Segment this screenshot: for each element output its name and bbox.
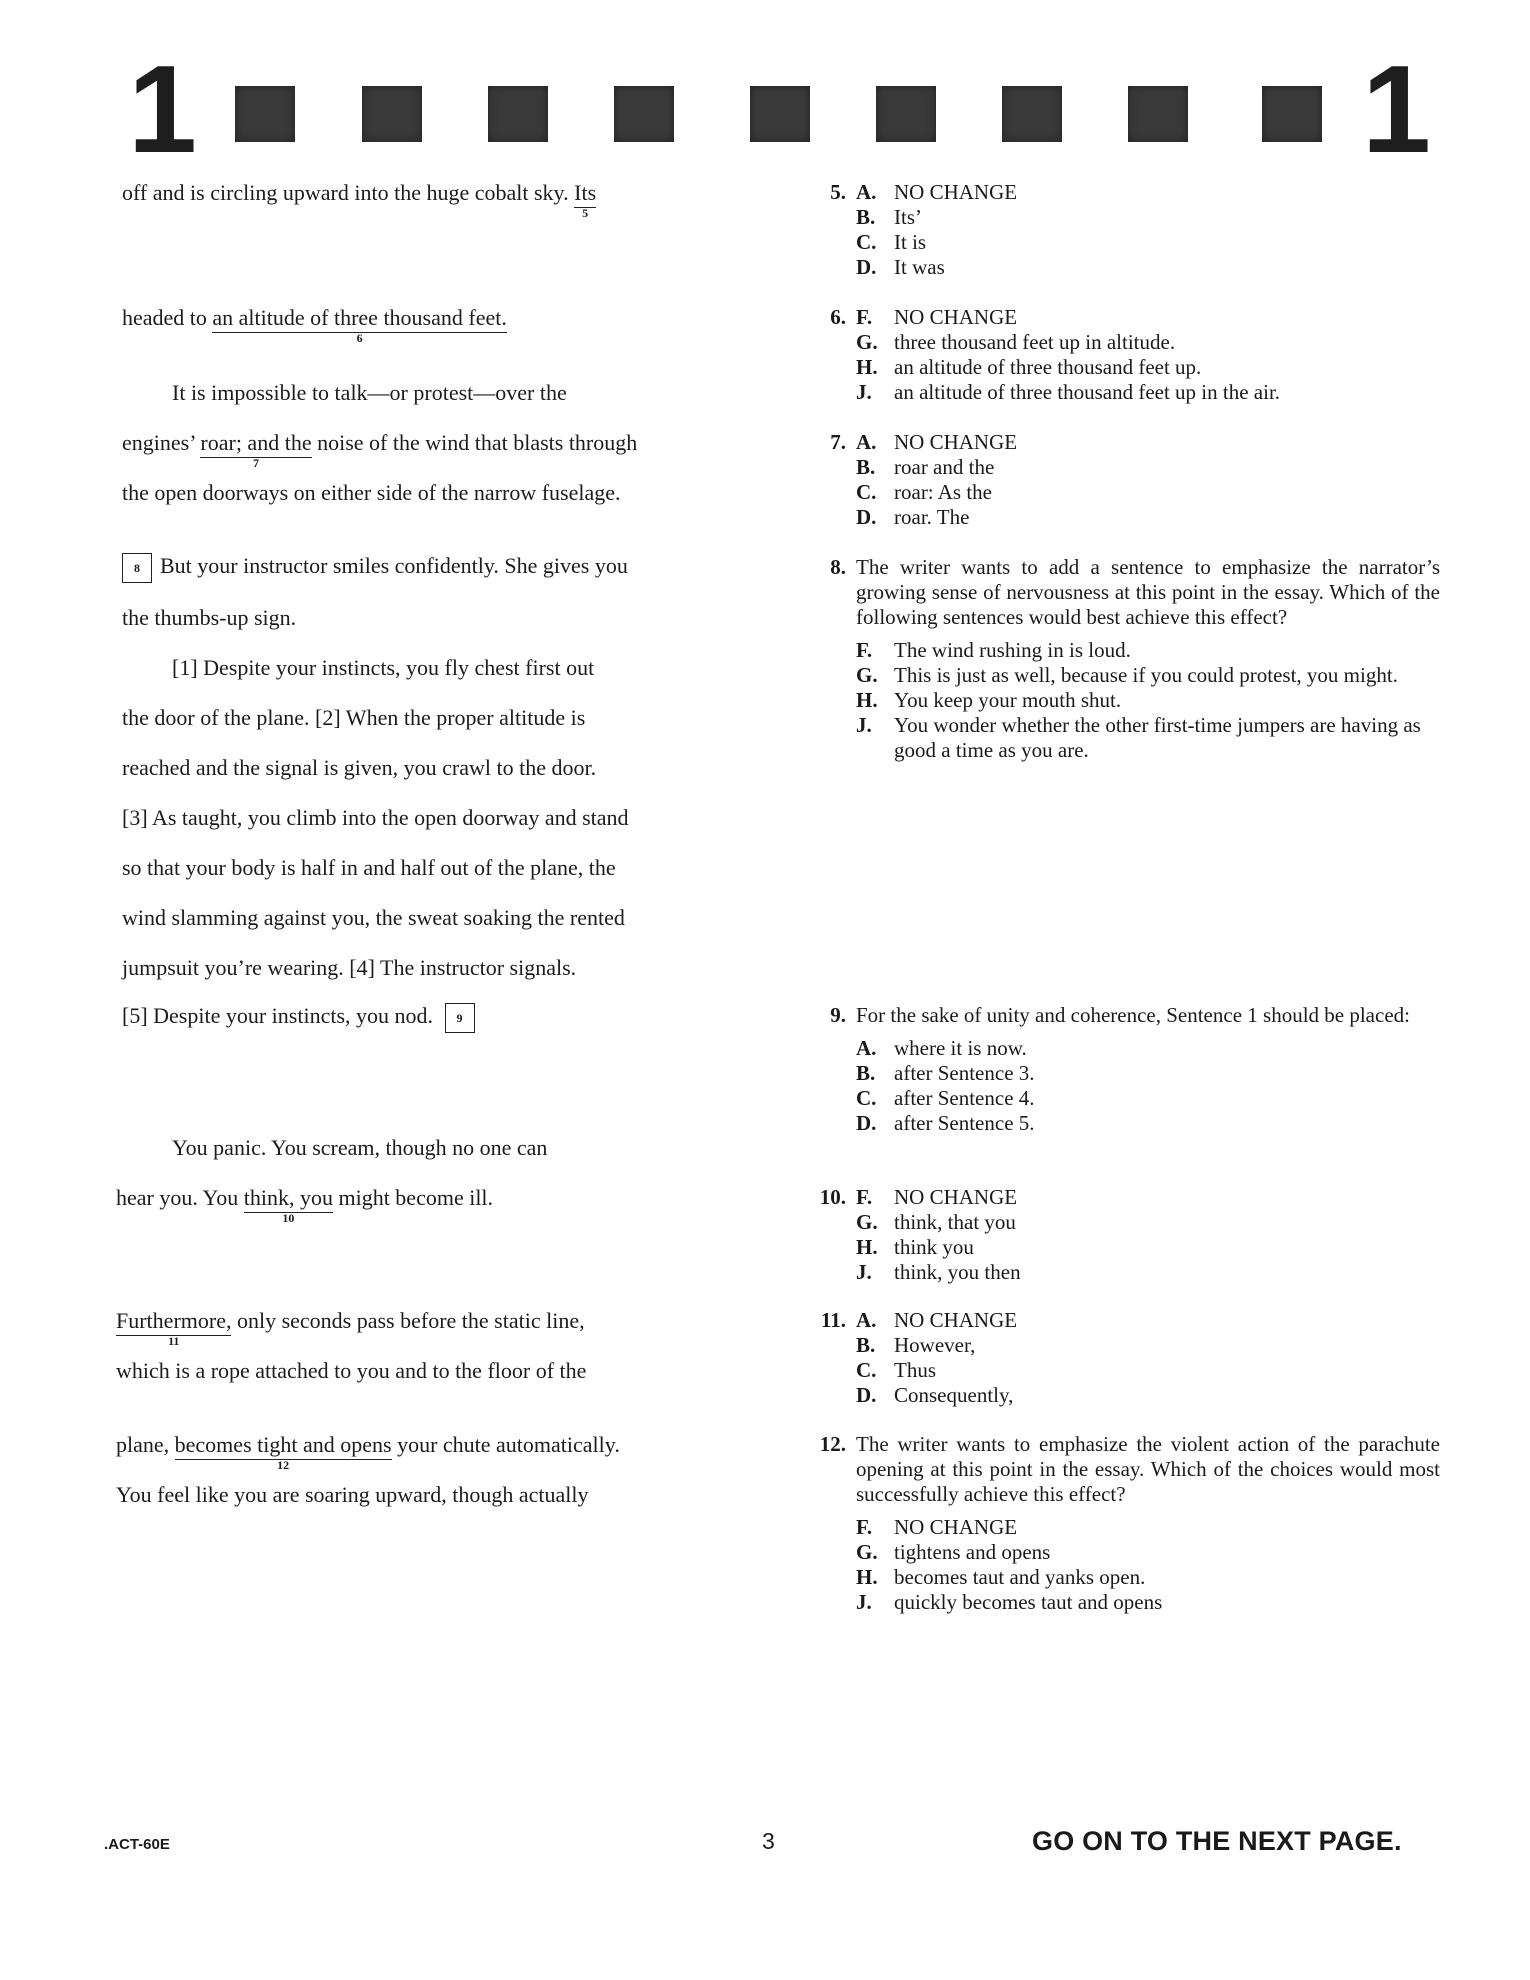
question-7: 7. A. NO CHANGE B. roar and the C. roar: As the D. roar. The xyxy=(800,430,1440,530)
answer-option[interactable]: D. It was xyxy=(856,255,945,279)
answer-option[interactable]: C. It is xyxy=(856,230,927,254)
header-square xyxy=(235,86,295,142)
answer-option[interactable]: B. after Sentence 3. xyxy=(856,1061,1035,1085)
passage-line: which is a rope attached to you and to the floor of the xyxy=(116,1358,587,1383)
underlined-portion-11: Furthermore, 11 xyxy=(116,1308,232,1348)
section-header xyxy=(0,0,1530,179)
answer-option[interactable]: B. roar and the xyxy=(856,455,995,479)
question-5: 5. A. NO CHANGE B. Its’ C. It is D. It was xyxy=(800,180,1440,280)
answer-option[interactable]: G. three thousand feet up in altitude. xyxy=(856,330,1176,354)
question-6: 6. F. NO CHANGE G. three thousand feet up in altitude. H. an altitude of three thousand feet up. J. an altitude of three thousand feet up in the air. xyxy=(800,305,1440,405)
question-stem: The writer wants to add a sentence to emphasize the narrator’s growing sense of nervousness at this point in the essay. Which of the following sentences would best achieve this effect? xyxy=(856,555,1440,629)
answer-option[interactable]: J. You wonder whether the other first-time jumpers are having as good a time as you are. xyxy=(856,713,1421,762)
answer-option[interactable]: D. roar. The xyxy=(856,505,970,529)
answer-option[interactable]: H. You keep your mouth shut. xyxy=(856,688,1122,712)
question-10: 10. F. NO CHANGE G. think, that you H. think you J. think, you then xyxy=(800,1185,1440,1285)
header-square xyxy=(488,86,548,142)
header-square xyxy=(1128,86,1188,142)
passage-line: the thumbs-up sign. xyxy=(122,605,297,630)
answer-option[interactable]: A. where it is now. xyxy=(856,1036,1027,1060)
question-box-9: 9 xyxy=(445,1003,475,1033)
header-square xyxy=(614,86,674,142)
question-box-8: 8 xyxy=(122,553,152,583)
underlined-portion-12: becomes tight and opens 12 xyxy=(174,1432,392,1472)
answer-option[interactable]: H. becomes taut and yanks open. xyxy=(856,1565,1146,1589)
passage-line: [1] Despite your instincts, you fly chest first out xyxy=(172,655,595,680)
passage-line: the open doorways on either side of the narrow fuselage. xyxy=(122,480,621,505)
passage-line: 8 But your instructor smiles confidently. She gives you xyxy=(122,553,628,583)
answer-option[interactable]: D. after Sentence 5. xyxy=(856,1111,1035,1135)
answer-option[interactable]: J. quickly becomes taut and opens xyxy=(856,1590,1163,1614)
underlined-portion-10: think, you 10 xyxy=(243,1185,333,1225)
go-on-notice: GO ON TO THE NEXT PAGE. xyxy=(1032,1826,1402,1856)
answer-option[interactable]: B. Its’ xyxy=(856,205,922,229)
answer-option[interactable]: C. after Sentence 4. xyxy=(856,1086,1035,1110)
passage-line: You feel like you are soaring upward, though actually xyxy=(116,1482,589,1507)
answer-option[interactable]: F. NO CHANGE xyxy=(856,1185,1018,1209)
passage-line: wind slamming against you, the sweat soaking the rented xyxy=(122,905,625,930)
answer-option[interactable]: H. think you xyxy=(856,1235,974,1259)
passage-line: You panic. You scream, though no one can xyxy=(172,1135,548,1160)
answer-option[interactable]: A. NO CHANGE xyxy=(856,1308,1018,1332)
header-square xyxy=(362,86,422,142)
question-stem: The writer wants to emphasize the violent action of the parachute opening at this point in the essay. Which of the choices would most successfully achieve this effect? xyxy=(856,1432,1440,1506)
answer-option[interactable]: F. The wind rushing in is loud. xyxy=(856,638,1131,662)
answer-option[interactable]: F. NO CHANGE xyxy=(856,1515,1018,1539)
answer-option[interactable]: B. However, xyxy=(856,1333,976,1357)
passage-line: [3] As taught, you climb into the open doorway and stand xyxy=(122,805,629,830)
passage-line: so that your body is half in and half out of the plane, the xyxy=(122,855,616,880)
form-code: .ACT-60E xyxy=(104,1836,170,1853)
passage-line: engines’ roar; and the 7 noise of the wind that blasts through xyxy=(122,430,638,470)
underlined-portion-7: roar; and the 7 xyxy=(200,430,312,470)
answer-option[interactable]: F. NO CHANGE xyxy=(856,305,1018,329)
passage-line: reached and the signal is given, you crawl to the door. xyxy=(122,755,597,780)
answer-option[interactable]: G. think, that you xyxy=(856,1210,1016,1234)
section-number-right: 1 xyxy=(1362,41,1429,179)
question-12: 12. The writer wants to emphasize the violent action of the parachute opening at this point in the essay. Which of the choices would most successfully achieve this effect? F. NO CHANGE G. tightens and opens H. becomes taut and yanks open. J. quickly becomes taut and opens xyxy=(819,1432,1440,1614)
answer-option[interactable]: J. an altitude of three thousand feet up in the air. xyxy=(856,380,1281,404)
answer-option[interactable]: G. This is just as well, because if you could protest, you might. xyxy=(856,663,1398,687)
passage-line: off and is circling upward into the huge cobalt sky. Its 5 xyxy=(122,180,597,220)
question-11: 11. A. NO CHANGE B. However, C. Thus D. Consequently, xyxy=(800,1308,1440,1408)
header-square xyxy=(750,86,810,142)
passage-line: headed to an altitude of three thousand feet. 6 xyxy=(122,305,507,345)
answer-option[interactable]: A. NO CHANGE xyxy=(856,430,1018,454)
passage-line: Furthermore, 11 only seconds pass before the static line, xyxy=(116,1308,585,1348)
passage-line: It is impossible to talk—or protest—over the xyxy=(172,380,567,405)
question-stem: For the sake of unity and coherence, Sentence 1 should be placed: xyxy=(856,1003,1410,1027)
passage-line: hear you. You think, you 10 might become ill. xyxy=(116,1185,494,1225)
answer-option[interactable]: A. NO CHANGE xyxy=(856,180,1018,204)
passage-line: the door of the plane. [2] When the proper altitude is xyxy=(122,705,586,730)
header-square xyxy=(876,86,936,142)
question-9: 9. For the sake of unity and coherence, Sentence 1 should be placed: A. where it is now. B. after Sentence 3. C. after Sentence 4. D. after Sentence 5. xyxy=(800,1003,1440,1136)
header-square xyxy=(1002,86,1062,142)
answer-option[interactable]: C. roar: As the xyxy=(856,480,992,504)
section-number-left: 1 xyxy=(128,41,195,179)
underlined-portion-5: Its 5 xyxy=(574,180,597,220)
answer-option[interactable]: G. tightens and opens xyxy=(856,1540,1051,1564)
passage-line: jumpsuit you’re wearing. [4] The instructor signals. xyxy=(122,955,577,980)
underlined-portion-6: an altitude of three thousand feet. 6 xyxy=(212,305,507,345)
question-8: 8. The writer wants to add a sentence to emphasize the narrator’s growing sense of nervousness at this point in the essay. Which of the following sentences would best achieve this effect? F. The wind rushing in is loud. G. This is just as well, because if you could protest, you might. H. You keep your mouth shut. J. You wonder whether the other first-time jumpers are having as good a time as you are. xyxy=(830,555,1440,762)
answer-option[interactable]: C. Thus xyxy=(856,1358,936,1382)
passage-line: [5] Despite your instincts, you nod. 9 xyxy=(122,1003,483,1033)
header-square xyxy=(1262,86,1322,142)
answer-option[interactable]: D. Consequently, xyxy=(856,1383,1014,1407)
answer-option[interactable]: H. an altitude of three thousand feet up. xyxy=(856,355,1202,379)
passage-line: plane, becomes tight and opens 12 your chute automatically. xyxy=(116,1432,620,1472)
answer-option[interactable]: J. think, you then xyxy=(856,1260,1021,1284)
page-number: 3 xyxy=(762,1828,775,1854)
